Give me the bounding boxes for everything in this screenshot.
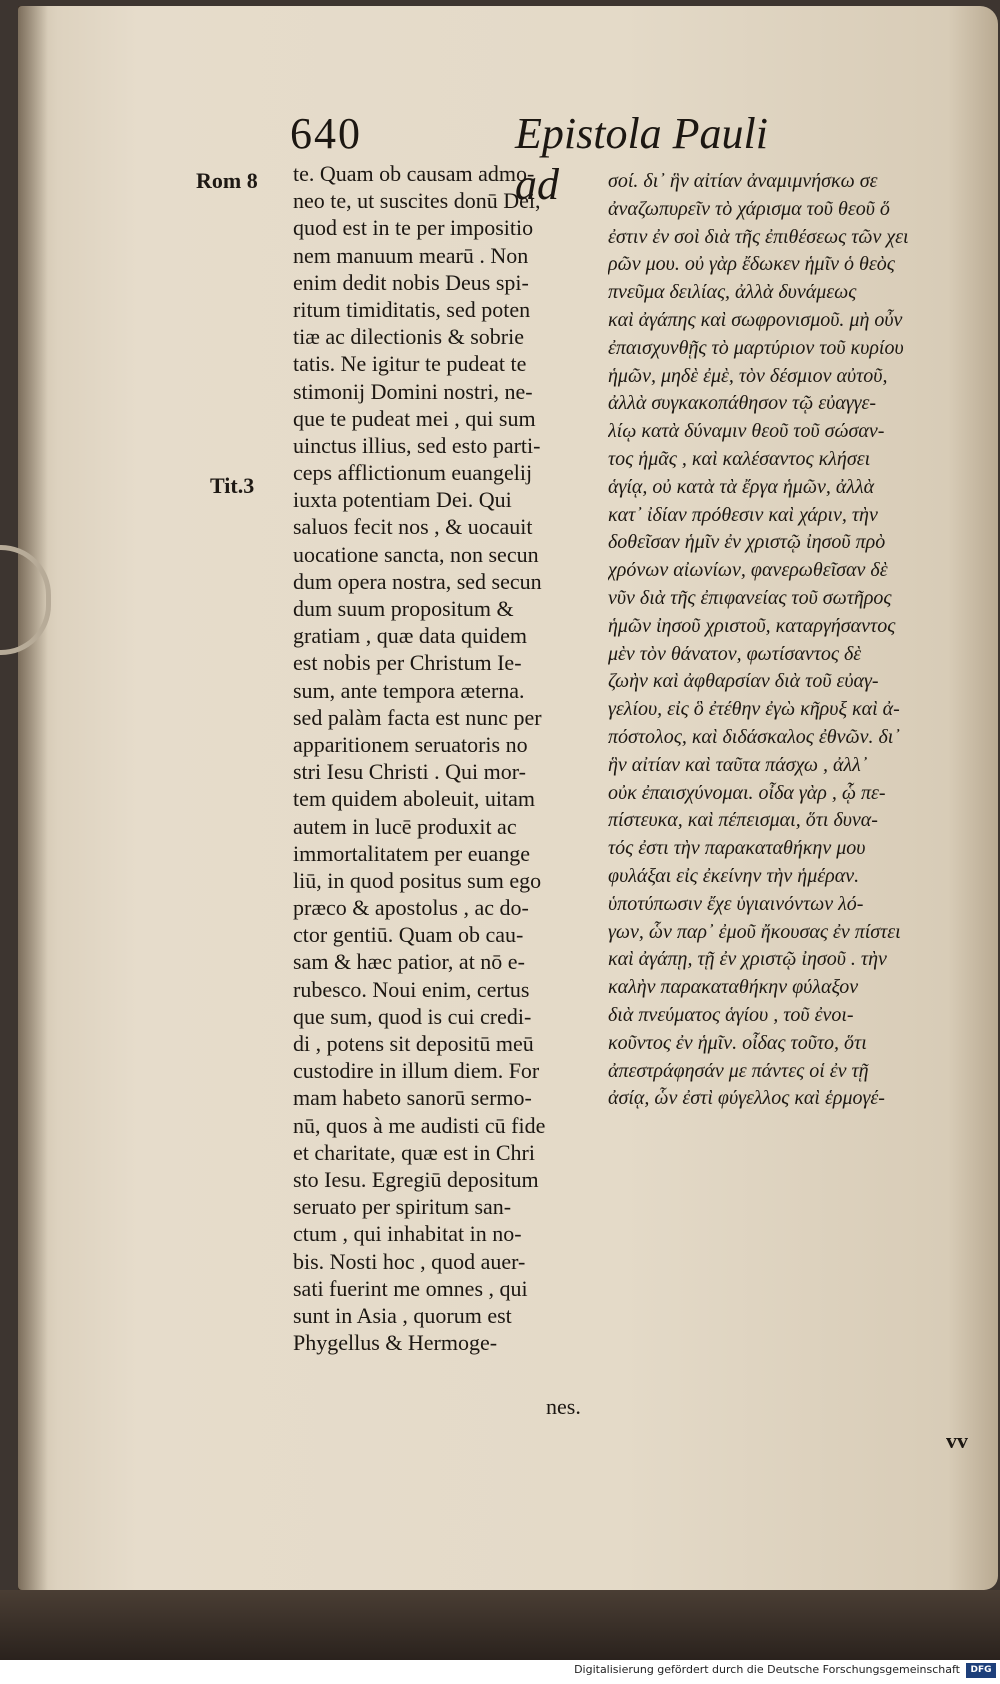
latin-text-line: immortalitatem per euange	[293, 840, 531, 866]
latin-text-line: autem in lucē produxit ac	[293, 813, 517, 839]
latin-text-line: sum, ante tempora æterna.	[293, 677, 525, 703]
latin-text-line: tiæ ac dilectionis & sobrie	[293, 324, 524, 350]
latin-text-line: sati fuerint me omnes , qui	[293, 1275, 528, 1301]
greek-text-line: καλὴν παρακαταθήκην φύλαξον	[608, 976, 859, 999]
greek-text-line: ρῶν μου. οὐ γὰρ ἔδωκεν ἡμῖν ὁ θεὸς	[608, 253, 895, 276]
latin-text-line: mam habeto sanorū sermo-	[293, 1085, 532, 1111]
latin-text-line: Phygellus & Hermoge-	[293, 1330, 498, 1356]
greek-text-line: ἐστιν ἐν σοὶ διὰ τῆς ἐπιθέσεως τῶν χει	[608, 225, 909, 248]
latin-text-line: dum suum propositum &	[293, 596, 514, 621]
greek-text-line: φυλάξαι εἰς ἐκείνην τὴν ἡμέραν.	[608, 864, 860, 887]
greek-text-line: καὶ ἀγάπης καὶ σωφρονισμοῦ. μὴ οὖν	[608, 308, 903, 331]
dfg-logo: DFG	[966, 1663, 996, 1678]
latin-text-line: te. Quam ob causam admo-	[293, 161, 535, 186]
greek-column	[608, 168, 988, 1113]
latin-text-line: liū, in quod positus sum ego	[293, 867, 542, 893]
margin-ref-rom: Rom 8	[196, 168, 258, 193]
greek-text-line: ἀλλὰ συγκακοπάθησον τῷ εὐαγγε-	[608, 392, 877, 415]
latin-text-line: neo te, ut suscites donū Dei,	[293, 188, 541, 214]
greek-text-line: καὶ ἀγάπῃ, τῇ ἐν χριστῷ ἰησοῦ . τὴν	[608, 948, 887, 971]
book-edge	[0, 1590, 1000, 1660]
latin-text-line: sam & hæc patior, at nō e-	[293, 949, 525, 975]
latin-text-line: ritum timiditatis, sed poten	[293, 296, 531, 322]
greek-text-line: γελίου, εἰς ὃ ἐτέθην ἐγὼ κῆρυξ καὶ ἀ-	[608, 698, 900, 721]
greek-text-line: νῦν διὰ τῆς ἐπιφανείας τοῦ σωτῆρος	[608, 586, 892, 609]
latin-text-line: saluos fecit nos , & uocauit	[293, 514, 533, 540]
greek-text-line: πνεῦμα δειλίας, ἀλλὰ δυνάμεως	[608, 281, 857, 304]
latin-text-line: custodire in illum diem. For	[293, 1058, 540, 1084]
greek-text-line: ἀναζωπυρεῖν τὸ χάρισμα τοῦ θεοῦ ὅ	[608, 197, 890, 220]
greek-text-line: ἣν αἰτίαν καὶ ταῦτα πάσχω , ἀλλ᾽	[608, 753, 868, 776]
greek-text-line: ἁγίᾳ, οὐ κατὰ τὰ ἔργα ἡμῶν, ἀλλὰ	[608, 475, 875, 498]
greek-text-line: πόστολος, καὶ διδάσκαλος ἐθνῶν. δι᾽	[608, 725, 900, 748]
latin-text-line: uocatione sancta, non secun	[293, 541, 539, 567]
latin-text-line: que sum, quod is cui credi-	[293, 1003, 532, 1029]
footer-bar	[0, 1660, 1000, 1684]
latin-text-line: et charitate, quæ est in Chri	[293, 1139, 535, 1165]
latin-text-line: rubesco. Noui enim, certus	[293, 976, 530, 1002]
greek-text-line: διὰ πνεύματος ἁγίου , τοῦ ἐνοι-	[608, 1003, 854, 1026]
catchword: nes.	[546, 1394, 581, 1419]
greek-text-line: ἀπεστράφησάν με πάντες οἱ ἐν τῇ	[608, 1059, 869, 1082]
greek-text-line: οὐκ ἐπαισχύνομαι. οἶδα γὰρ , ᾧ πε-	[608, 781, 886, 804]
spine-shadow	[18, 6, 48, 1590]
latin-text-line: apparitionem seruatoris no	[293, 731, 528, 757]
latin-text-line: bis. Nosti hoc , quod auer-	[293, 1248, 526, 1274]
greek-text-line: κοῦντος ἐν ἡμῖν. οἶδας τοῦτο, ὅτι	[608, 1031, 867, 1054]
page-number: 640	[290, 109, 362, 158]
latin-text-line: nem manuum mearū . Non	[293, 242, 529, 268]
latin-text-line: dum opera nostra, sed secun	[293, 568, 542, 594]
footer-credit: Digitalisierung gefördert durch die Deutsche Forschungsgemeinschaft	[574, 1663, 960, 1676]
greek-text-line: ἀσίᾳ, ὧν ἐστὶ φύγελλος καὶ ἑρμογέ-	[608, 1087, 885, 1110]
latin-text-line: quod est in te per impositio	[293, 215, 534, 241]
latin-text-line: tatis. Ne igitur te pudeat te	[293, 351, 527, 377]
latin-text-line: di , potens sit depositū meū	[293, 1031, 534, 1056]
latin-text-line: tem quidem aboleuit, uitam	[293, 786, 535, 812]
latin-text-line: est nobis per Christum Ie-	[293, 650, 522, 676]
latin-text-line: gratiam , quæ data quidem	[293, 623, 527, 649]
greek-text-line: ἐπαισχυνθῇς τὸ μαρτύριον τοῦ κυρίου	[608, 336, 904, 359]
greek-text-line: κατ᾽ ἰδίαν πρόθεσιν καὶ χάριν, τὴν	[608, 503, 878, 526]
latin-text-line: ceps afflictionum euangelij	[293, 460, 533, 486]
latin-text-line: ctor gentiū. Quam ob cau-	[293, 922, 524, 948]
greek-text-line: μὲν τὸν θάνατον, φωτίσαντος δὲ	[608, 642, 862, 665]
latin-text-line: sed palàm facta est nunc per	[293, 704, 542, 730]
latin-text-line: seruato per spiritum san-	[293, 1194, 512, 1220]
latin-text-line: que te pudeat mei , qui sum	[293, 405, 536, 431]
greek-text-line: λίῳ κατὰ δύναμιν θεοῦ τοῦ σώσαν-	[608, 420, 885, 443]
greek-text-line: ἡμῶν, μηδὲ ἐμὲ, τὸν δέσμιον αὐτοῦ,	[608, 364, 888, 387]
latin-text-line: nū, quos à me audisti cū fide	[293, 1112, 546, 1138]
latin-text-line: stimonij Domini nostri, ne-	[293, 378, 533, 404]
latin-text-line: uinctus illius, sed esto parti-	[293, 432, 541, 458]
greek-text-line: πίστευκα, καὶ πέπεισμαι, ὅτι δυνα-	[608, 809, 878, 832]
greek-text-line: ἡμῶν ἰησοῦ χριστοῦ, καταργήσαντος	[608, 614, 896, 637]
latin-text-line: stri Iesu Christi . Qui mor-	[293, 759, 526, 785]
greek-text-line: χρόνων αἰωνίων, φανερωθεῖσαν δὲ	[608, 559, 888, 582]
greek-text-line: ὑποτύπωσιν ἔχε ὑγιαινόντων λό-	[608, 892, 864, 915]
greek-text-line: τός ἐστι τὴν παρακαταθήκην μου	[608, 837, 866, 860]
greek-text-line: γων, ὧν παρ᾽ ἐμοῦ ἤκουσας ἐν πίστει	[608, 920, 901, 943]
greek-text-line: τος ἡμᾶς , καὶ καλέσαντος κλήσει	[608, 447, 871, 470]
running-title: Epistola Pauli ad	[515, 109, 768, 209]
signature-mark: vv	[946, 1428, 968, 1453]
greek-text-line: σοί. δι᾽ ἣν αἰτίαν ἀναμιμνήσκω σε	[608, 170, 878, 192]
latin-text-line: præco & apostolus , ac do-	[293, 895, 529, 921]
greek-text-line: ζωὴν καὶ ἀφθαρσίαν διὰ τοῦ εὐαγ-	[608, 670, 879, 693]
latin-text-line: iuxta potentiam Dei. Qui	[293, 487, 512, 513]
latin-text-line: sto Iesu. Egregiū depositum	[293, 1166, 539, 1192]
latin-text-line: enim dedit nobis Deus spi-	[293, 269, 529, 295]
margin-ref-tit: Tit.3	[210, 473, 255, 498]
latin-text-line: sunt in Asia , quorum est	[293, 1302, 512, 1328]
latin-text-line: ctum , qui inhabitat in no-	[293, 1221, 522, 1247]
latin-column	[293, 160, 588, 1356]
greek-text-line: δοθεῖσαν ἡμῖν ἐν χριστῷ ἰησοῦ πρὸ	[608, 531, 886, 554]
